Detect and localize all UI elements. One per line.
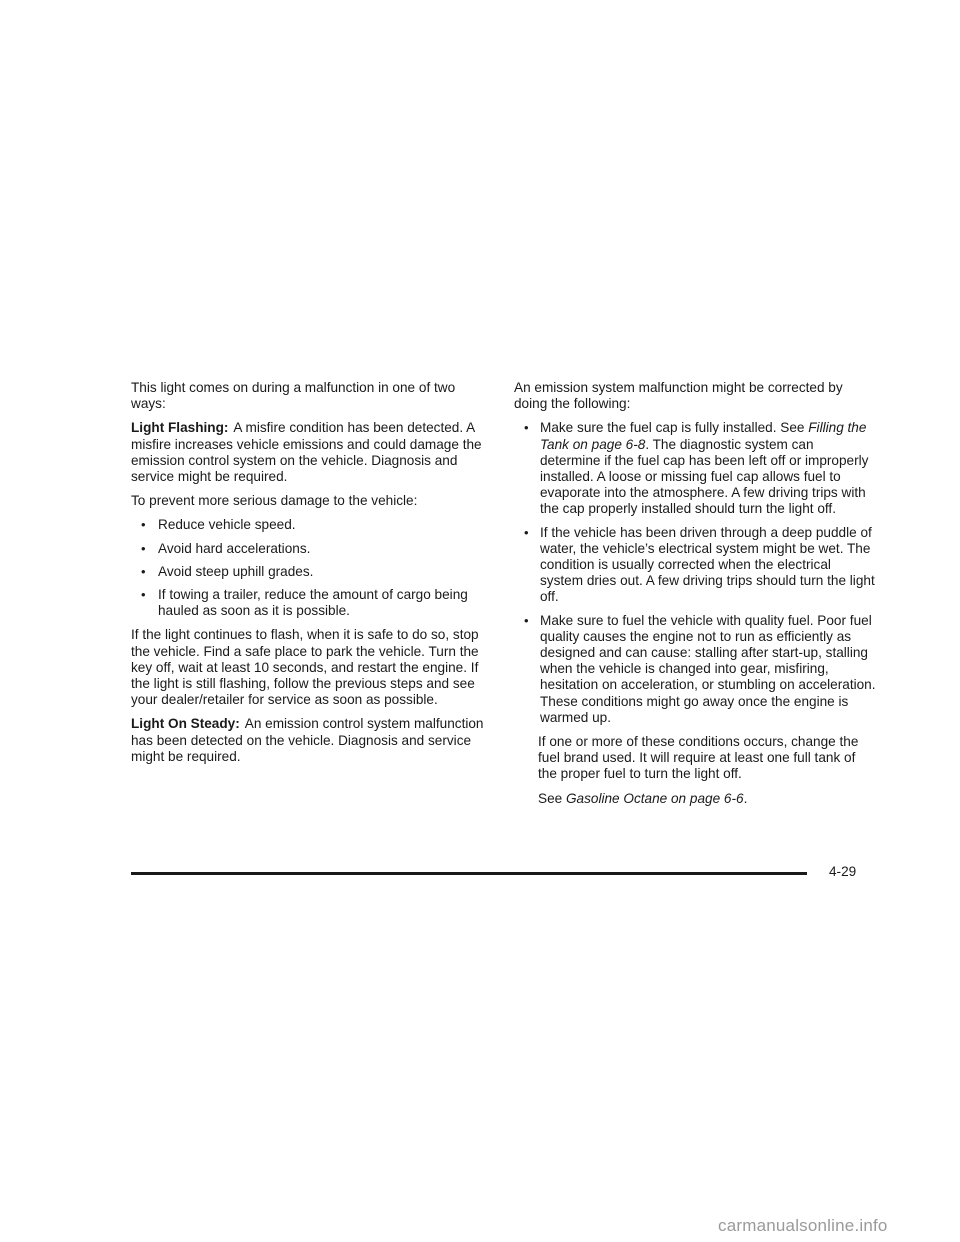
light-flashing-text: A misfire condition has been detected. A misfire increases vehicle emissions and could damage the emission control system on the vehicle. Diagnosis and service might be required. bbox=[131, 420, 482, 485]
intro-paragraph: This light comes on during a malfunction in one of two ways: bbox=[131, 380, 456, 412]
bullet-icon: • bbox=[141, 563, 146, 579]
list-item bbox=[514, 420, 876, 517]
list-item bbox=[514, 613, 876, 726]
light-steady-paragraph bbox=[131, 716, 491, 765]
list-item bbox=[131, 564, 491, 580]
list-item bbox=[514, 525, 876, 606]
light-steady-lead: Light On Steady: bbox=[131, 716, 240, 732]
bullet-icon: • bbox=[141, 517, 146, 533]
prevent-list bbox=[131, 517, 491, 619]
list-item-text: . The diagnostic system can determine if the fuel cap has been left off or improperly installed. A loose or missing fuel cap allows fuel to evaporate into the atmosphere. A few driving trips with the cap properly installed should turn the light off. bbox=[540, 436, 869, 517]
right-column bbox=[514, 380, 876, 815]
continues-paragraph: If the light continues to flash, when it is safe to do so, stop the vehicle. Find a safe place to park the vehicle. Turn the key off, wait at least 10 seconds, and restart the engine. If the light is still flashing, follow the previous steps and see your dealer/retailer for service as soon as possible. bbox=[131, 627, 479, 708]
gasoline-octane-reference[interactable]: Gasoline Octane on page 6-6 bbox=[565, 790, 744, 806]
list-item bbox=[131, 541, 491, 557]
change-fuel-paragraph: If one or more of these conditions occurs, change the fuel brand used. It will require at least one full tank of the proper fuel to turn the light off. bbox=[538, 734, 859, 782]
see-period: . bbox=[743, 790, 748, 806]
bullet-icon: • bbox=[524, 420, 529, 436]
list-item-text: Reduce vehicle speed. bbox=[158, 517, 296, 533]
see-octane-paragraph bbox=[514, 791, 876, 807]
list-item bbox=[131, 587, 491, 619]
see-label: See bbox=[538, 790, 563, 806]
light-steady-text: An emission control system malfunction has been detected on the vehicle. Diagnosis and service might be required. bbox=[131, 716, 484, 764]
light-flashing-paragraph bbox=[131, 420, 491, 485]
list-item-text: Make sure to fuel the vehicle with quality fuel. Poor fuel quality causes the engine not to run as efficiently as designed and can cause: stalling after start-up, stalling when the vehicle is changed into gear, misfiring, hesitation on acceleration, or stumbling on acceleration. These conditions might go away once the engine is warmed up. bbox=[540, 612, 876, 725]
list-item-text: Avoid hard accelerations. bbox=[158, 540, 311, 556]
list-item-text: Make sure the fuel cap is fully installed. See bbox=[540, 420, 805, 436]
bullet-icon: • bbox=[524, 524, 529, 540]
page-number: 4-29 bbox=[829, 864, 857, 879]
bullet-icon: • bbox=[524, 612, 529, 628]
correction-list bbox=[514, 420, 876, 726]
watermark: carmanualsonline.info bbox=[718, 1216, 888, 1235]
list-item-text: If towing a trailer, reduce the amount of cargo being hauled as soon as it is possible. bbox=[158, 587, 468, 619]
list-item bbox=[131, 517, 491, 533]
footer-rule bbox=[131, 872, 807, 875]
left-column bbox=[131, 380, 491, 773]
right-intro-paragraph: An emission system malfunction might be corrected by doing the following: bbox=[514, 380, 843, 412]
filling-tank-reference[interactable]: Filling the Tank on page 6-8 bbox=[540, 420, 867, 452]
light-flashing-lead: Light Flashing: bbox=[131, 420, 229, 436]
prevent-intro: To prevent more serious damage to the vehicle: bbox=[131, 493, 418, 509]
bullet-icon: • bbox=[141, 540, 146, 556]
bullet-icon: • bbox=[141, 587, 146, 603]
list-item-text: If the vehicle has been driven through a deep puddle of water, the vehicle’s electrical system might be wet. The condition is usually corrected when the electrical system dries out. A few driving trips should turn the light off. bbox=[540, 524, 875, 605]
list-item-text: Avoid steep uphill grades. bbox=[158, 563, 314, 579]
